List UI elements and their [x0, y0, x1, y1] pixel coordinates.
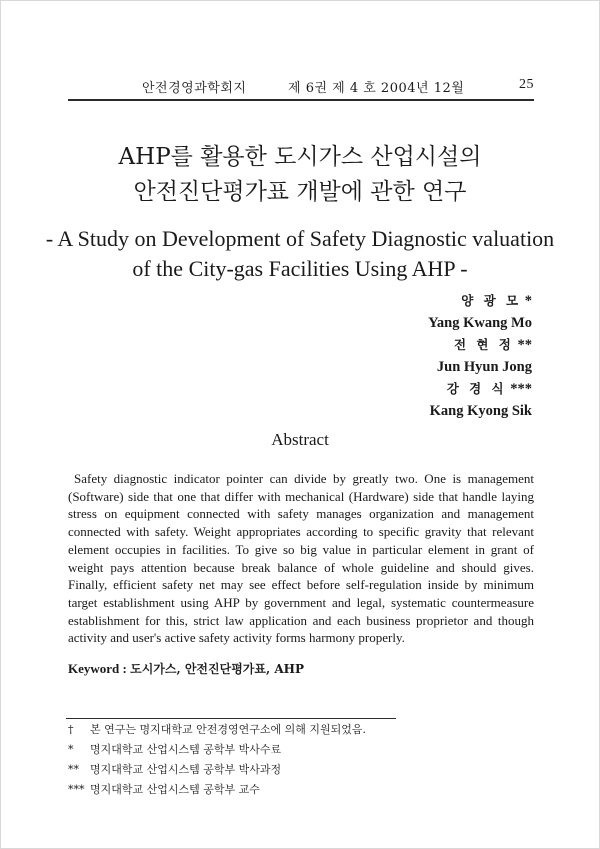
author-block — [232, 290, 532, 422]
footnote-mark: *** — [68, 783, 85, 796]
abstract-body: Safety diagnostic indicator pointer can divide by greatly two. One is management (Software) side that one that differ with mechanical (Hardware) side that handle laying stress on equipment connected with safety manages organization and management connected with safety. Weight appropriates according to specific gravity that relevant element occupies in facilities. To give so big value in particular element in grant of weight pays attention because break balance of whole guideline and should gives. Finally, efficient safety net may see effect before self-regulation inside by minimum target establishment using AHP by government and legal, systematic countermeasure establishment for this, strict law application and each business proprietor and though activity and user's active safety activity forms harmony properly. — [68, 471, 534, 646]
english-title-line-2: of the City-gas Facilities Using AHP - — [132, 256, 468, 281]
footnote-mark: * — [68, 743, 74, 756]
author-mark: *** — [510, 381, 532, 397]
author-english-name: Jun Hyun Jong — [436, 359, 532, 375]
author-english-name: Yang Kwang Mo — [428, 315, 532, 331]
author-mark: ** — [517, 337, 532, 353]
footnote — [68, 740, 534, 760]
footnote-text: 명지대학교 산업시스템 공학부 교수 — [90, 783, 260, 796]
korean-title-line-2: 안전진단평가표 개발에 관한 연구 — [133, 179, 467, 205]
running-head — [68, 77, 534, 99]
footnote — [68, 780, 534, 800]
abstract-heading: Abstract — [271, 430, 329, 449]
keywords-values: 도시가스, 안전진단평가표, AHP — [130, 662, 305, 676]
footnote-text: 명지대학교 산업시스템 공학부 박사과정 — [90, 763, 282, 776]
footnote-mark: ** — [68, 763, 79, 776]
keywords-label: Keyword : — [68, 661, 127, 676]
footnote-mark: † — [68, 723, 74, 736]
english-title-line-1: - A Study on Development of Safety Diagnostic valuation — [45, 226, 555, 251]
header-rule — [68, 99, 534, 101]
author-korean-name: 전 현 정 ** — [453, 337, 532, 353]
footnote-rule — [66, 718, 396, 719]
page-number: 25 — [519, 77, 534, 92]
footnote-text: 본 연구는 명지대학교 안전경영연구소에 의해 지원되었음. — [90, 723, 367, 736]
journal-name: 안전경영과학회지 — [142, 81, 247, 96]
author-korean-name: 강 경 식 *** — [446, 381, 532, 397]
english-title — [40, 224, 560, 284]
keywords — [68, 660, 534, 677]
korean-title — [40, 140, 560, 210]
volume-issue: 제 6권 제 4 호 2004년 12월 — [288, 81, 465, 96]
author-english-name: Kang Kyong Sik — [429, 403, 532, 419]
footnote-text: 명지대학교 산업시스템 공학부 박사수료 — [90, 743, 282, 756]
footnotes — [68, 720, 534, 800]
korean-title-line-1: AHP를 활용한 도시가스 산업시설의 — [118, 144, 482, 170]
footnote — [68, 720, 534, 740]
footnote — [68, 760, 534, 780]
author-mark: * — [524, 293, 532, 309]
author-korean-name: 양 광 모 * — [461, 293, 532, 309]
